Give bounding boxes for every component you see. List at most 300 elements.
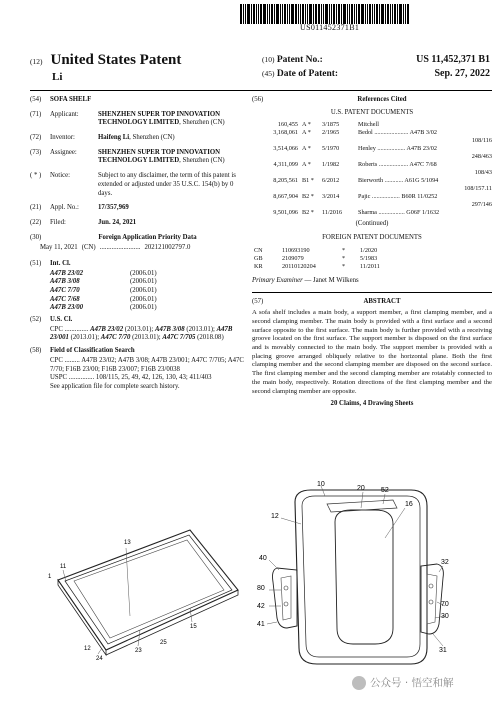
- barcode-bar: [367, 4, 368, 24]
- barcode-bar: [336, 4, 337, 24]
- barcode-bar: [356, 4, 357, 24]
- us-doc-entry: [252, 145, 492, 161]
- barcode-bar: [403, 4, 404, 24]
- ref-kind-code: B2: [302, 192, 310, 200]
- header-rule: [30, 90, 492, 91]
- ref-name: Henley: [358, 145, 376, 153]
- barcode-bar: [256, 4, 257, 24]
- barcode-bar: [333, 4, 335, 24]
- barcode-bar: [302, 4, 304, 24]
- references-column: [252, 96, 492, 409]
- us-doc-entry: [252, 177, 492, 193]
- drawing-label: 41: [257, 621, 265, 628]
- search-uspc-text: 108/115, 25, 49, 42, 126, 130, 43; 411/403: [95, 374, 212, 382]
- us-doc-entry: [252, 209, 492, 217]
- field-label: Appl. No.:: [50, 204, 79, 212]
- us-docs-title: U.S. PATENT DOCUMENTS: [330, 108, 414, 116]
- barcode-bar: [372, 4, 373, 24]
- date-value: Sep. 27, 2022: [434, 68, 490, 79]
- barcode-bar: [347, 4, 348, 24]
- search-cpc-dots: .........: [64, 356, 80, 364]
- field-label: Notice:: [50, 172, 71, 180]
- ref-kind: [302, 129, 322, 137]
- bibliographic-column: [30, 96, 245, 392]
- references-title: References Cited: [357, 96, 407, 103]
- intcl-row: [30, 278, 245, 287]
- header-right: [262, 54, 490, 82]
- ref-kind-code: B1: [302, 176, 310, 184]
- drawing-label: 23: [135, 648, 142, 654]
- ref-name-class: [358, 177, 492, 185]
- ref-dots: ............: [384, 176, 404, 184]
- intcl-version: (2006.01): [130, 295, 157, 303]
- foreign-date: 11/2011: [360, 262, 380, 270]
- search-title: Field of Classification Search: [50, 347, 135, 355]
- foreign-country: KR: [254, 262, 263, 270]
- field-code: (54): [30, 96, 42, 103]
- applicant-city: , Shenzhen (CN): [179, 119, 225, 127]
- examiner-label: Primary Examiner: [252, 276, 303, 284]
- barcode-bar: [325, 4, 328, 24]
- ref-class-continued: 297/146: [471, 200, 492, 208]
- abstract-heading: [252, 298, 492, 307]
- foreign-number: 110693190: [282, 247, 310, 254]
- priority-row: [30, 244, 245, 253]
- notice-text: Subject to any disclaimer, the term of this patent is extended or adjusted under 35 U.S.C. 154(b) by 0 days.: [98, 172, 236, 197]
- drawing-label: 16: [405, 501, 413, 508]
- patent-no-value: US 11,452,371 B1: [416, 54, 490, 65]
- intcl-row: [30, 304, 245, 313]
- intcl-code: A47B 3/08: [50, 278, 80, 286]
- foreign-star: *: [342, 247, 346, 254]
- search-cpc-label: CPC: [50, 356, 63, 364]
- watermark: [352, 675, 454, 690]
- ref-class-continued: 108/43: [474, 169, 492, 176]
- field-code: (51): [30, 259, 42, 267]
- us-doc-entry: [252, 121, 492, 129]
- barcode-bar: [260, 4, 262, 24]
- references-heading: [252, 96, 492, 105]
- ref-class: A47B 23/02: [406, 145, 437, 153]
- priority-number: 202121002797.0: [144, 244, 191, 252]
- sofa-shelf-drawing: [255, 478, 455, 674]
- us-docs-list: [252, 121, 492, 216]
- priority-date: May 11, 2021: [40, 244, 78, 252]
- intcl-code: A47C 7/70: [50, 287, 80, 294]
- ref-class-continued: 108/157.11: [464, 184, 492, 192]
- priority-country: (CN): [81, 244, 96, 252]
- barcode-bar: [258, 4, 259, 24]
- priority-dots: ........................: [99, 244, 141, 252]
- barcode-bar: [321, 4, 322, 24]
- intcl-code: A47C 7/68: [50, 295, 80, 303]
- ref-star: *: [307, 145, 311, 153]
- barcode-bar: [387, 4, 389, 24]
- foreign-number: 2109079: [282, 254, 304, 262]
- assignee-name: SHENZHEN SUPER TOP INNOVATION TECHNOLOGY LIMITED: [98, 148, 221, 165]
- drawing-label: 31: [439, 647, 447, 654]
- intcl-row: [30, 287, 245, 296]
- cpc-class: A47B 23/02: [90, 325, 124, 333]
- assignee-field: [30, 149, 245, 166]
- ref-kind-code: A: [302, 161, 307, 169]
- field-label: Applicant:: [50, 110, 79, 118]
- barcode-bar: [280, 4, 281, 24]
- drawing-label: 11: [60, 564, 67, 570]
- date-code: (45): [262, 69, 275, 78]
- foreign-number: 20110120204: [282, 262, 316, 270]
- search-cpc-text: A47B 23/02; A47B 3/08; A47B 23/001; A47C 7/705; A47C 7/70; F16B 23/00; F16B 23/007; F16B 23/0038: [50, 356, 244, 373]
- field-code: (21): [30, 204, 42, 212]
- ref-star: *: [307, 121, 311, 129]
- field-code: (58): [30, 347, 42, 355]
- barcode-bar: [315, 4, 317, 24]
- barcode-bar: [247, 4, 250, 24]
- intcl-code: A47B 23/00: [50, 304, 84, 312]
- barcode-bar: [276, 4, 279, 24]
- examiner-row: [252, 277, 492, 286]
- patent-number-top: US011452371B1: [300, 23, 360, 32]
- applicant-field: [30, 111, 245, 128]
- appl-no-field: [30, 204, 245, 213]
- barcode-bar: [399, 4, 402, 24]
- cpc-class: A47C 7/705: [162, 334, 196, 342]
- ref-kind: [302, 161, 322, 169]
- barcode-bar: [313, 4, 314, 24]
- barcode-bar: [374, 4, 375, 24]
- barcode-bar: [318, 4, 320, 24]
- barcode-bar: [295, 4, 297, 24]
- ref-date: 2/1965: [322, 129, 340, 137]
- patent-date-row: [262, 68, 490, 79]
- ref-name: Mitchell: [358, 121, 379, 129]
- inventor-field: [30, 134, 245, 143]
- barcode-bar: [369, 4, 371, 24]
- drawing-label: 15: [190, 624, 197, 630]
- search-field: [30, 347, 245, 356]
- foreign-doc-row: [252, 263, 492, 271]
- ref-name-class: [358, 129, 492, 137]
- barcode-bar: [300, 4, 301, 24]
- barcode-bar: [338, 4, 340, 24]
- ref-star: *: [310, 208, 314, 216]
- search-uspc-row: [30, 374, 245, 383]
- barcode-bar: [305, 4, 306, 24]
- ref-kind-code: A: [302, 121, 307, 129]
- ref-dots: ..................: [371, 192, 400, 200]
- ref-number: 9,501,096: [273, 208, 298, 216]
- intcl-version: (2006.01): [130, 287, 157, 294]
- barcode-bar: [245, 4, 246, 24]
- barcode-bar: [274, 4, 275, 24]
- ref-name: Bedol: [358, 129, 373, 137]
- ref-date: 5/1970: [322, 145, 340, 153]
- cpc-row: [30, 326, 245, 343]
- barcode-bar: [385, 4, 386, 24]
- abstract-title: ABSTRACT: [363, 297, 401, 305]
- ref-name-class: [358, 121, 492, 129]
- ref-date: 3/2014: [322, 192, 340, 200]
- patent-number-row: [262, 54, 490, 65]
- ref-kind: [302, 177, 322, 185]
- barcode-bar: [240, 4, 242, 24]
- ref-date: 3/1875: [322, 121, 340, 129]
- field-label: Inventor:: [50, 134, 75, 142]
- barcode: [240, 4, 450, 24]
- abstract-text: A sofa shelf includes a main body, a support member, a first clamping member, and a second clamping member. The main body is provided with a first surface and a second surface opposite to the first surface. The main body is further provided with a receiving groove located on the first surface. The support member is disposed on the first surface and is movably connected to the main body. The support member is provided with a placing groove arranged obliquely relative to the horizontal plane. Both the first clamping member and the second clamping member are disposed on the second surface. The first clamping member and the second clamping member are rotatably connected to the main body, respectively. Rotation directions of the first clamping member and the second clamping member are opposite.: [252, 309, 492, 395]
- inventor-short: Li: [52, 71, 63, 83]
- barcode-bar: [354, 4, 355, 24]
- barcode-bar: [323, 4, 324, 24]
- ref-dots: ......................: [374, 129, 409, 137]
- examiner-name: — Janet M Wilkens: [304, 276, 359, 284]
- ref-class-continued: 248/463: [471, 153, 492, 161]
- appl-no-value: 17/357,969: [98, 204, 129, 212]
- foreign-date: 5/1983: [360, 254, 378, 262]
- barcode-bar: [341, 4, 342, 24]
- intcl-version: (2006.01): [130, 269, 157, 277]
- intcl-field: [30, 260, 245, 269]
- intcl-code: A47B 23/02: [50, 269, 84, 277]
- cpc-version: (2013.01);: [130, 334, 163, 342]
- wechat-icon: [352, 676, 366, 690]
- ref-date: 1/1982: [322, 161, 340, 169]
- inventor-name: Haifeng Li: [98, 134, 130, 142]
- foreign-doc-row: [252, 255, 492, 263]
- uscl-title: U.S. Cl.: [50, 316, 73, 324]
- claims-count: 20 Claims, 4 Drawing Sheets: [330, 400, 414, 408]
- foreign-date: 1/2020: [360, 247, 378, 254]
- barcode-bar: [253, 4, 255, 24]
- search-cpc-row: [30, 357, 245, 374]
- barcode-bar: [291, 4, 294, 24]
- ref-name: Pajic: [358, 192, 371, 200]
- barcode-bar: [343, 4, 346, 24]
- barcode-bar: [392, 4, 393, 24]
- intcl-version: (2006.01): [130, 304, 157, 312]
- drawing-label: 80: [257, 585, 265, 592]
- ref-name: Sharma: [358, 208, 377, 216]
- drawing-label: 13: [124, 540, 131, 546]
- ref-date: 6/2012: [322, 176, 340, 184]
- ref-kind: [302, 209, 322, 217]
- drawing-label: 12: [271, 513, 279, 520]
- barcode-bar: [289, 4, 290, 24]
- ref-number: 3,168,061: [273, 129, 298, 137]
- barcode-bar: [271, 4, 273, 24]
- search-uspc-label: USPC: [50, 374, 68, 382]
- ref-name-class: [358, 209, 492, 217]
- foreign-country: CN: [254, 247, 263, 254]
- watermark-text: 公众号 · 悟空和解: [370, 677, 454, 689]
- ref-class: A61G 5/1094: [404, 176, 439, 184]
- barcode-bar: [298, 4, 299, 24]
- title-field: [30, 96, 245, 105]
- cpc-version: (2013.01);: [68, 334, 101, 342]
- abstract-code: (57): [252, 297, 264, 305]
- barcode-bar: [284, 4, 286, 24]
- barcode-bar: [407, 4, 409, 24]
- filed-field: [30, 219, 245, 228]
- ref-number: 4,311,099: [273, 161, 298, 169]
- us-doc-entry: [252, 161, 492, 177]
- intcl-title: Int. Cl.: [50, 259, 71, 267]
- drawing-label: 25: [160, 640, 167, 646]
- tray-perspective-drawing: [40, 520, 250, 660]
- field-label: Assignee:: [50, 148, 77, 156]
- barcode-bar: [358, 4, 360, 24]
- filed-value: Jun. 24, 2021: [98, 218, 137, 226]
- references-continued: (Continued): [355, 219, 389, 227]
- barcode-bar: [390, 4, 391, 24]
- drawing-label: 40: [259, 555, 267, 562]
- ref-star: *: [310, 192, 314, 200]
- applicant-name: SHENZHEN SUPER TOP INNOVATION TECHNOLOGY LIMITED: [98, 110, 221, 127]
- ref-number: 8,667,904: [273, 192, 298, 200]
- ref-kind: [302, 145, 322, 153]
- barcode-bar: [397, 4, 398, 24]
- patent-no-label: Patent No.:: [276, 55, 323, 65]
- ref-class: A47C 7/68: [409, 161, 437, 169]
- barcode-bar: [331, 4, 332, 24]
- inventor-city: , Shenzhen (CN): [129, 134, 175, 142]
- ref-kind-code: A: [302, 145, 307, 153]
- barcode-bar: [267, 4, 268, 24]
- ref-kind-code: A: [302, 129, 307, 137]
- ref-date: 11/2016: [322, 208, 343, 216]
- ref-number: 8,205,561: [273, 176, 298, 184]
- us-doc-entry: [252, 193, 492, 209]
- cpc-version: (2013.01);: [184, 325, 217, 333]
- intcl-row: [30, 296, 245, 305]
- field-code: (71): [30, 110, 42, 118]
- foreign-docs-list: [252, 247, 492, 271]
- ref-name-class: [358, 193, 492, 201]
- ref-star: *: [307, 161, 311, 169]
- ref-name-class: [358, 145, 492, 153]
- field-label: Filed:: [50, 218, 66, 226]
- doc-title: United States Patent: [50, 52, 182, 68]
- us-doc-entry: [252, 129, 492, 145]
- ref-dots: .................: [378, 208, 405, 216]
- search-note: See application file for complete search history.: [50, 382, 180, 390]
- notice-field: [30, 172, 245, 198]
- priority-field: [30, 234, 245, 243]
- barcode-bar: [381, 4, 384, 24]
- ref-class: A47B 3/02: [409, 129, 437, 137]
- ref-number: 160,455: [277, 121, 298, 129]
- barcode-bar: [243, 4, 244, 24]
- priority-title: Foreign Application Priority Data: [98, 233, 197, 241]
- field-code: ( * ): [30, 172, 42, 180]
- barcode-bar: [251, 4, 252, 24]
- patent-no-code: (10): [262, 55, 275, 64]
- drawing-label: 12: [84, 646, 91, 652]
- barcode-bar: [361, 4, 364, 24]
- field-code: (52): [30, 316, 42, 324]
- invention-title: SOFA SHELF: [50, 96, 92, 103]
- drawing-label: 42: [257, 603, 265, 610]
- field-code: (22): [30, 218, 42, 226]
- barcode-bar: [349, 4, 350, 24]
- drawing-label: 70: [441, 601, 449, 608]
- barcode-bar: [269, 4, 270, 24]
- cpc-version: (2018.08): [195, 334, 224, 342]
- barcode-bar: [405, 4, 406, 24]
- barcode-bar: [309, 4, 312, 24]
- ref-number: 3,514,066: [273, 145, 298, 153]
- drawing-label: 20: [357, 485, 365, 492]
- header-left: [30, 52, 181, 83]
- ref-dots: ..................: [377, 145, 406, 153]
- ref-dots: ...................: [378, 161, 409, 169]
- ref-class: B60R 11/0252: [401, 192, 438, 200]
- drawing-label: 10: [317, 481, 325, 488]
- cpc-label: CPC: [50, 325, 63, 333]
- barcode-bar: [365, 4, 366, 24]
- cpc-dots: ..............: [64, 325, 89, 333]
- barcode-bar: [379, 4, 380, 24]
- ref-kind: [302, 121, 322, 129]
- cpc-class: A47B 3/08: [155, 325, 185, 333]
- doc-type-code: (12): [30, 57, 43, 66]
- intcl-list: [30, 270, 245, 313]
- ref-name: Bierworth: [358, 176, 384, 184]
- field-code: (72): [30, 134, 42, 142]
- date-label: Date of Patent:: [276, 69, 339, 79]
- barcode-bar: [307, 4, 308, 24]
- ref-name: Roberts: [358, 161, 378, 169]
- abstract-rule: [252, 292, 492, 293]
- cpc-class: A47B 23/001: [50, 325, 233, 342]
- references-code: (56): [252, 96, 264, 103]
- drawing-label: 30: [441, 613, 449, 620]
- ref-kind-code: B2: [302, 208, 310, 216]
- barcode-bar: [287, 4, 288, 24]
- foreign-star: *: [342, 262, 346, 270]
- cpc-class: A47C 7/70: [100, 334, 131, 342]
- barcode-bar: [394, 4, 396, 24]
- ref-class-continued: 108/116: [471, 137, 492, 145]
- search-uspc-dots: ...............: [68, 374, 95, 382]
- ref-class: G06F 1/1632: [406, 208, 440, 216]
- intcl-row: [30, 270, 245, 279]
- field-code: (73): [30, 148, 42, 156]
- assignee-city: , Shenzhen (CN): [179, 157, 225, 165]
- foreign-country: GB: [254, 254, 263, 262]
- cpc-version: (2013.01);: [123, 325, 156, 333]
- barcode-bar: [376, 4, 378, 24]
- barcode-bar: [263, 4, 266, 24]
- foreign-star: *: [342, 254, 346, 262]
- barcode-bar: [351, 4, 353, 24]
- ref-kind: [302, 193, 322, 201]
- foreign-doc-row: [252, 247, 492, 255]
- barcode-bar: [282, 4, 283, 24]
- uscl-field: [30, 316, 245, 325]
- drawing-label: 24: [96, 656, 103, 660]
- drawing-label: 52: [381, 487, 389, 494]
- ref-star: *: [307, 129, 311, 137]
- foreign-docs-title: FOREIGN PATENT DOCUMENTS: [322, 234, 422, 242]
- drawing-label: 1: [48, 574, 52, 580]
- intcl-version: (2006.01): [130, 278, 157, 286]
- barcode-bar: [329, 4, 330, 24]
- ref-star: *: [310, 176, 314, 184]
- field-code: (30): [30, 233, 42, 241]
- drawing-label: 32: [441, 559, 449, 566]
- ref-name-class: [358, 161, 492, 169]
